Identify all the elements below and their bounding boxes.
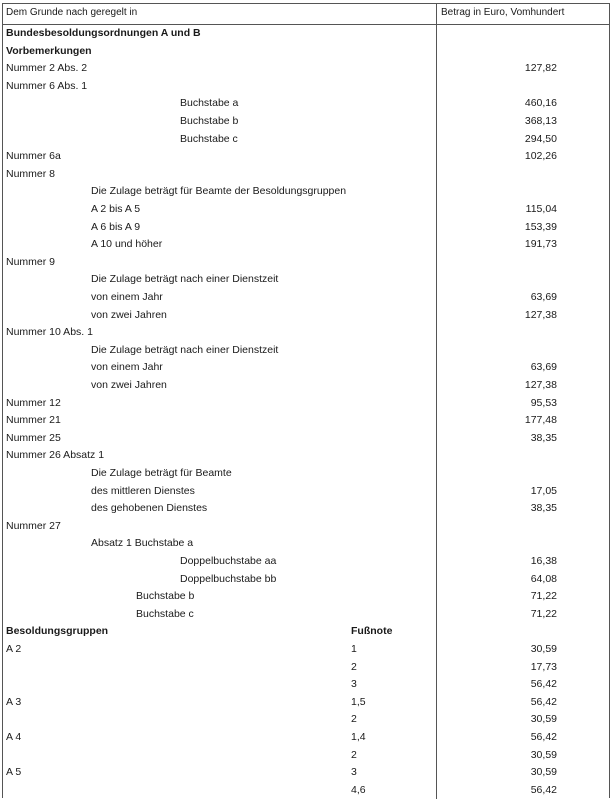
row-value: 30,59	[530, 713, 557, 726]
row-label: A 2	[6, 643, 22, 655]
row-value: 30,59	[530, 748, 557, 761]
row-label: Doppelbuchstabe bb	[180, 572, 277, 585]
table-row	[3, 290, 609, 307]
row-value: 71,22	[530, 590, 557, 603]
header-left-label: Dem Grunde nach geregelt in	[6, 7, 138, 18]
row-label: von zwei Jahren	[91, 308, 167, 321]
table-row	[3, 765, 609, 782]
row-footnote: 1,5	[351, 695, 366, 708]
table-row	[3, 167, 609, 184]
table-row	[3, 202, 609, 219]
table-row	[3, 624, 609, 641]
row-value: 64,08	[530, 572, 557, 585]
row-label: von zwei Jahren	[91, 379, 167, 391]
row-value: 153,39	[524, 220, 557, 233]
table-row	[3, 730, 609, 747]
row-footnote: 3	[351, 678, 357, 691]
row-footnote: 3	[351, 766, 357, 779]
row-label: Vorbemerkungen	[6, 44, 92, 57]
table-row	[3, 26, 609, 43]
row-value: 63,69	[530, 361, 557, 374]
table-row	[3, 61, 609, 78]
row-label: A 6 bis A 9	[91, 220, 141, 233]
table-row	[3, 660, 609, 677]
row-label: Nummer 9	[6, 255, 56, 268]
row-value: 16,38	[530, 555, 557, 567]
row-value: 17,73	[530, 660, 557, 673]
table-row	[3, 343, 609, 360]
table-row	[3, 96, 609, 113]
row-value: 177,48	[524, 414, 557, 427]
row-label: Nummer 6a	[6, 150, 61, 163]
row-label: des gehobenen Dienstes	[91, 502, 208, 515]
table-row	[3, 184, 609, 201]
row-value: 38,35	[530, 502, 557, 515]
row-value: 56,42	[530, 678, 557, 691]
table-row	[3, 149, 609, 166]
row-value: 30,59	[530, 766, 557, 779]
row-value: 127,38	[524, 308, 557, 321]
row-label: Nummer 27	[6, 519, 61, 532]
row-label: Nummer 26 Absatz 1	[6, 449, 105, 462]
row-label: Nummer 12	[6, 396, 61, 409]
row-value: 71,22	[530, 607, 557, 620]
row-footnote: 2	[351, 713, 357, 726]
row-label: des mittleren Dienstes	[91, 484, 195, 497]
row-label: A 4	[6, 731, 22, 743]
row-label: Die Zulage beträgt nach einer Dienstzeit	[91, 343, 279, 356]
row-label: Buchstabe c	[180, 132, 238, 145]
row-label: Nummer 8	[6, 167, 56, 180]
row-label: Nummer 10 Abs. 1	[6, 326, 93, 339]
table-row	[3, 308, 609, 325]
table-row	[3, 448, 609, 465]
table-row	[3, 607, 609, 624]
table-row	[3, 572, 609, 589]
row-label: Die Zulage beträgt nach einer Dienstzeit	[91, 273, 279, 286]
table-row	[3, 220, 609, 237]
row-value: 191,73	[524, 238, 557, 251]
table-row	[3, 431, 609, 448]
table-row	[3, 642, 609, 659]
table-row	[3, 748, 609, 765]
table-row	[3, 360, 609, 377]
row-label: Die Zulage beträgt für Beamte	[91, 467, 232, 479]
row-label: von einem Jahr	[91, 291, 163, 303]
table-row	[3, 413, 609, 430]
row-label: Besoldungsgruppen	[6, 625, 109, 638]
document-table	[2, 3, 610, 798]
row-label: Absatz 1 Buchstabe a	[91, 537, 194, 550]
row-label: von einem Jahr	[91, 361, 163, 374]
row-value: 95,53	[530, 396, 557, 409]
row-label: Buchstabe c	[136, 607, 194, 620]
table-row	[3, 695, 609, 712]
table-row	[3, 44, 609, 61]
row-value: 56,42	[530, 731, 557, 743]
row-value: 30,59	[530, 643, 557, 655]
table-row	[3, 519, 609, 536]
table-row	[3, 396, 609, 413]
row-label: Buchstabe a	[180, 97, 239, 110]
row-value: 115,04	[525, 203, 557, 215]
row-value: 368,13	[524, 115, 557, 127]
row-label: A 10 und höher	[91, 238, 163, 251]
table-row	[3, 114, 609, 131]
table-row	[3, 466, 609, 483]
row-value: 127,38	[524, 379, 557, 391]
table-row	[3, 589, 609, 606]
row-label: A 2 bis A 5	[91, 203, 141, 215]
row-footnote: 4,6	[351, 783, 366, 796]
row-value: 63,69	[530, 291, 557, 303]
row-value: 102,26	[524, 150, 557, 163]
table-row	[3, 677, 609, 694]
table-row	[3, 132, 609, 149]
table-row	[3, 536, 609, 553]
row-value: 294,50	[524, 132, 557, 145]
row-value: 460,16	[524, 97, 557, 110]
row-label: Nummer 21	[6, 414, 61, 427]
row-value: 127,82	[524, 62, 557, 75]
row-label: Nummer 2 Abs. 2	[6, 62, 88, 75]
row-label: Buchstabe b	[180, 115, 239, 127]
row-footnote: 1	[351, 643, 357, 655]
row-value: 17,05	[530, 484, 557, 497]
table-row	[3, 783, 609, 800]
row-footnote: 2	[351, 660, 357, 673]
row-value: 56,42	[530, 695, 557, 708]
table-row	[3, 237, 609, 254]
row-footnote: 2	[351, 748, 357, 761]
row-label: A 3	[6, 695, 22, 708]
row-footnote: Fußnote	[351, 625, 393, 638]
row-value: 38,35	[530, 431, 557, 444]
table-row	[3, 484, 609, 501]
row-label: Buchstabe b	[136, 590, 195, 603]
row-label: A 5	[6, 766, 22, 779]
table-row	[3, 378, 609, 395]
row-footnote: 1,4	[351, 731, 366, 743]
table-row	[3, 325, 609, 342]
table-row	[3, 554, 609, 571]
row-label: Nummer 6 Abs. 1	[6, 79, 88, 92]
table-header	[3, 4, 609, 25]
table-row	[3, 501, 609, 518]
row-label: Nummer 25	[6, 431, 61, 444]
header-right-label: Betrag in Euro, Vomhundert	[441, 7, 565, 18]
table-row	[3, 712, 609, 729]
table-row	[3, 79, 609, 96]
row-label: Bundesbesoldungsordnungen A und B	[6, 27, 201, 39]
row-label: Die Zulage beträgt für Beamte der Besoldungsgruppen	[91, 185, 347, 198]
table-row	[3, 272, 609, 289]
table-row	[3, 255, 609, 272]
row-label: Doppelbuchstabe aa	[180, 555, 277, 567]
row-value: 56,42	[530, 783, 557, 796]
